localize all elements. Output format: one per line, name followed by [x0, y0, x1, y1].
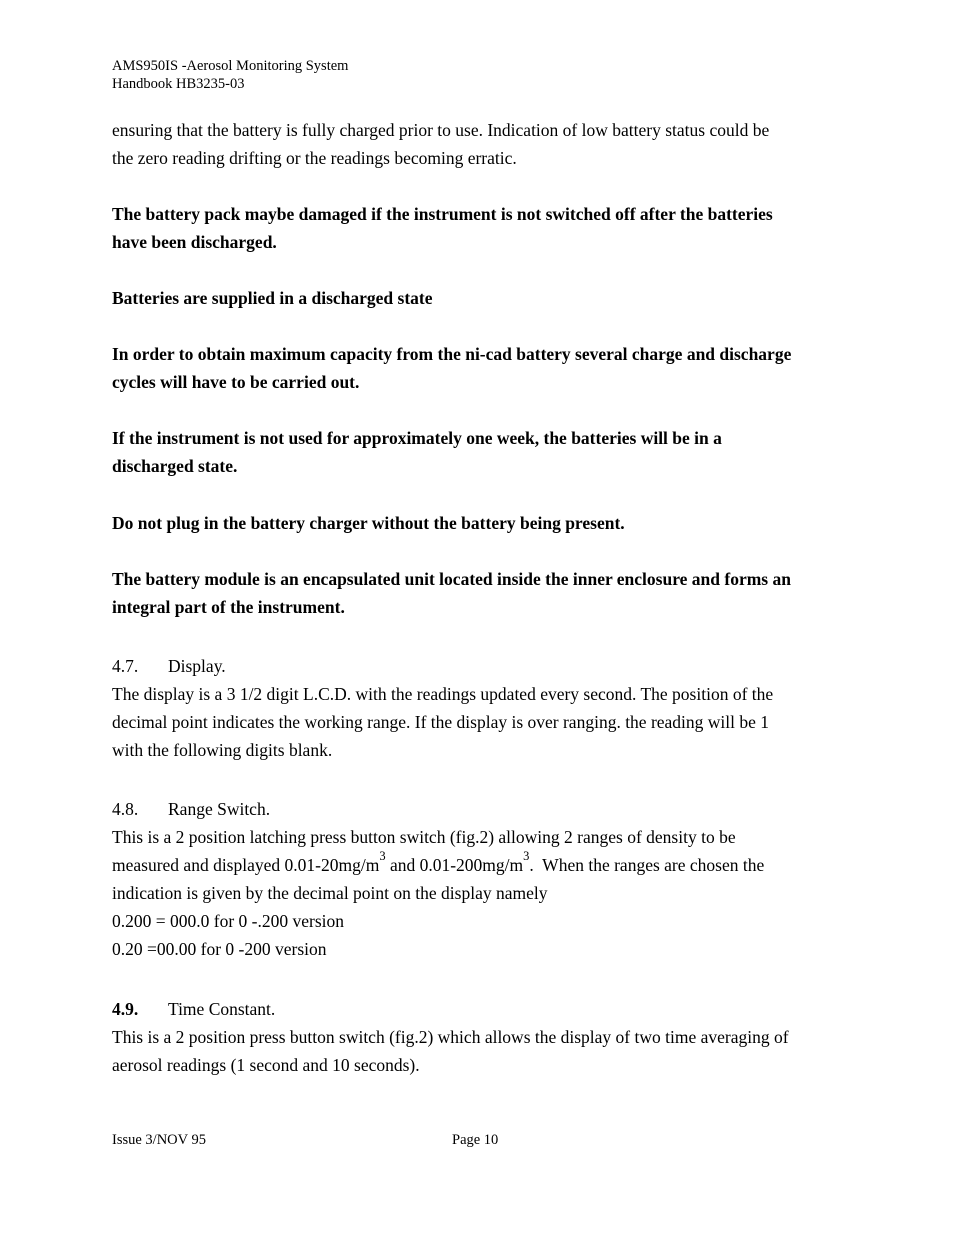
warning-6-line-2: integral part of the instrument.: [112, 597, 345, 617]
range-text-b: and 0.01-200mg/m: [385, 855, 524, 875]
warning-3-line-2: cycles will have to be carried out.: [112, 372, 360, 392]
range-text-c: . When the ranges are chosen the: [529, 855, 765, 875]
section-4-8-line-1: This is a 2 position latching press button switch (fig.2) allowing 2 ranges of density to be: [112, 827, 736, 847]
section-4-7-line-2: decimal point indicates the working range. If the display is over ranging. the reading will be 1: [112, 712, 770, 732]
section-number: 4.9.: [112, 999, 139, 1019]
warning-3-line-1: In order to obtain maximum capacity from the ni-cad battery several charge and discharge: [112, 344, 792, 364]
section-4-9-heading: [112, 995, 275, 1023]
section-number: 4.8.: [112, 799, 139, 819]
warning-4-line-1: If the instrument is not used for approximately one week, the batteries will be in a: [112, 428, 722, 448]
warning-5-line-1: Do not plug in the battery charger without the battery being present.: [112, 513, 625, 533]
section-4-8-heading: [112, 795, 270, 823]
range-text-a: measured and displayed 0.01-20mg/m: [112, 855, 380, 875]
warning-1-line-1: The battery pack maybe damaged if the instrument is not switched off after the batteries: [112, 204, 773, 224]
section-4-9-line-1: This is a 2 position press button switch (fig.2) which allows the display of two time averaging of: [112, 1027, 789, 1047]
warning-6-line-1: The battery module is an encapsulated unit located inside the inner enclosure and forms an: [112, 569, 791, 589]
footer-page-number: Page 10: [452, 1132, 499, 1148]
intro-line-2: the zero reading drifting or the readings becoming erratic.: [112, 148, 517, 168]
section-4-8-line-4: 0.200 = 000.0 for 0 -.200 version: [112, 911, 344, 931]
section-title: Time Constant.: [168, 999, 276, 1019]
superscript-3: 3: [379, 849, 386, 863]
section-title: Range Switch.: [168, 799, 271, 819]
warning-1-line-2: have been discharged.: [112, 232, 277, 252]
section-4-7-line-3: with the following digits blank.: [112, 740, 333, 760]
section-4-7-line-1: The display is a 3 1/2 digit L.C.D. with the readings updated every second. The position of the: [112, 684, 774, 704]
footer-issue: Issue 3/NOV 95: [112, 1132, 206, 1148]
section-4-8-line-3: indication is given by the decimal point on the display namely: [112, 883, 548, 903]
section-4-8-line-5: 0.20 =00.00 for 0 -200 version: [112, 939, 327, 959]
warning-2-line-1: Batteries are supplied in a discharged state: [112, 288, 433, 308]
superscript-3: 3: [523, 849, 530, 863]
header-title: AMS950IS -Aerosol Monitoring System: [112, 58, 349, 74]
section-4-8-line-2: [112, 851, 764, 879]
section-title: Display.: [168, 656, 226, 676]
intro-line-1: ensuring that the battery is fully charged prior to use. Indication of low battery status could be: [112, 120, 770, 140]
section-4-7-heading: [112, 652, 226, 680]
warning-4-line-2: discharged state.: [112, 456, 238, 476]
section-number: 4.7.: [112, 656, 139, 676]
section-4-9-line-2: aerosol readings (1 second and 10 seconds).: [112, 1055, 420, 1075]
header-handbook: Handbook HB3235-03: [112, 76, 245, 92]
